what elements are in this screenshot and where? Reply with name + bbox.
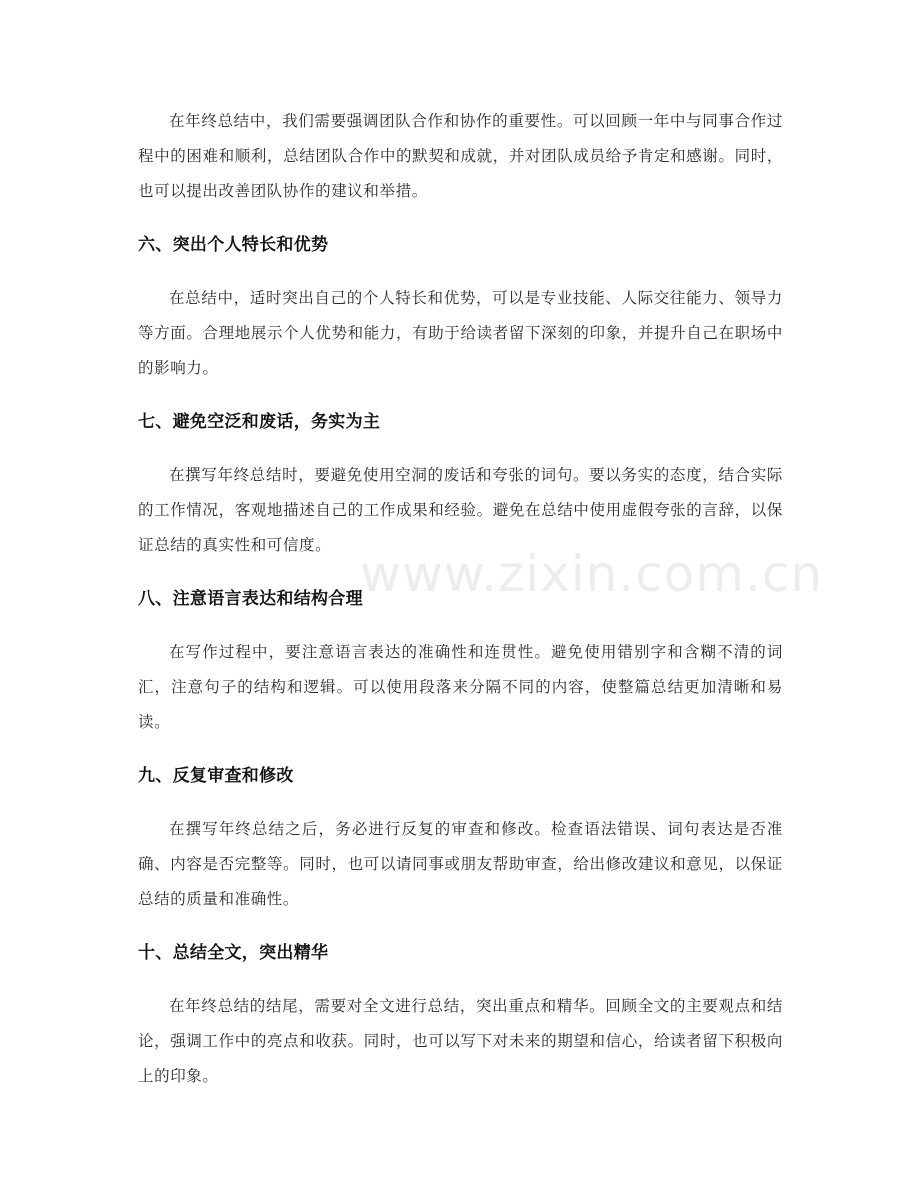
section-heading-7: 七、避免空泛和废话，务实为主 xyxy=(138,412,381,432)
paragraph-pragmatic: 在撰写年终总结时，要避免使用空洞的废话和夸张的词句。要以务实的态度，结合实际的工作情况，客观地描述自己的工作成果和经验。避免在总结中使用虚假夸张的言辞，以保证总结的真实性和可信度。 xyxy=(138,466,783,554)
section-heading-10: 十、总结全文，突出精华 xyxy=(138,943,329,963)
paragraph-review: 在撰写年终总结之后，务必进行反复的审查和修改。检查语法错误、词句表达是否准确、内容是否完整等。同时，也可以请同事或朋友帮助审查，给出修改建议和意见，以保证总结的质量和准确性。 xyxy=(138,820,783,908)
section-heading-9: 九、反复审查和修改 xyxy=(138,766,294,786)
section-heading-6: 六、突出个人特长和优势 xyxy=(138,235,329,255)
paragraph-conclusion: 在年终总结的结尾，需要对全文进行总结，突出重点和精华。回顾全文的主要观点和结论，强调工作中的亮点和收获。同时，也可以写下对未来的期望和信心，给读者留下积极向上的印象。 xyxy=(138,997,783,1085)
paragraph-language: 在写作过程中，要注意语言表达的准确性和连贯性。避免使用错别字和含糊不清的词汇，注意句子的结构和逻辑。可以使用段落来分隔不同的内容，使整篇总结更加清晰和易读。 xyxy=(138,643,783,731)
paragraph-teamwork: 在年终总结中，我们需要强调团队合作和协作的重要性。可以回顾一年中与同事合作过程中的困难和顺利，总结团队合作中的默契和成就，并对团队成员给予肯定和感谢。同时，也可以提出改善团队协作的建议和举措。 xyxy=(138,112,783,200)
section-heading-8: 八、注意语言表达和结构合理 xyxy=(138,589,363,609)
paragraph-strengths: 在总结中，适时突出自己的个人特长和优势，可以是专业技能、人际交往能力、领导力等方面。合理地展示个人优势和能力，有助于给读者留下深刻的印象，并提升自己在职场中的影响力。 xyxy=(138,289,783,377)
document-body xyxy=(138,104,783,1094)
watermark: www.zixin.com.cn xyxy=(360,545,824,603)
